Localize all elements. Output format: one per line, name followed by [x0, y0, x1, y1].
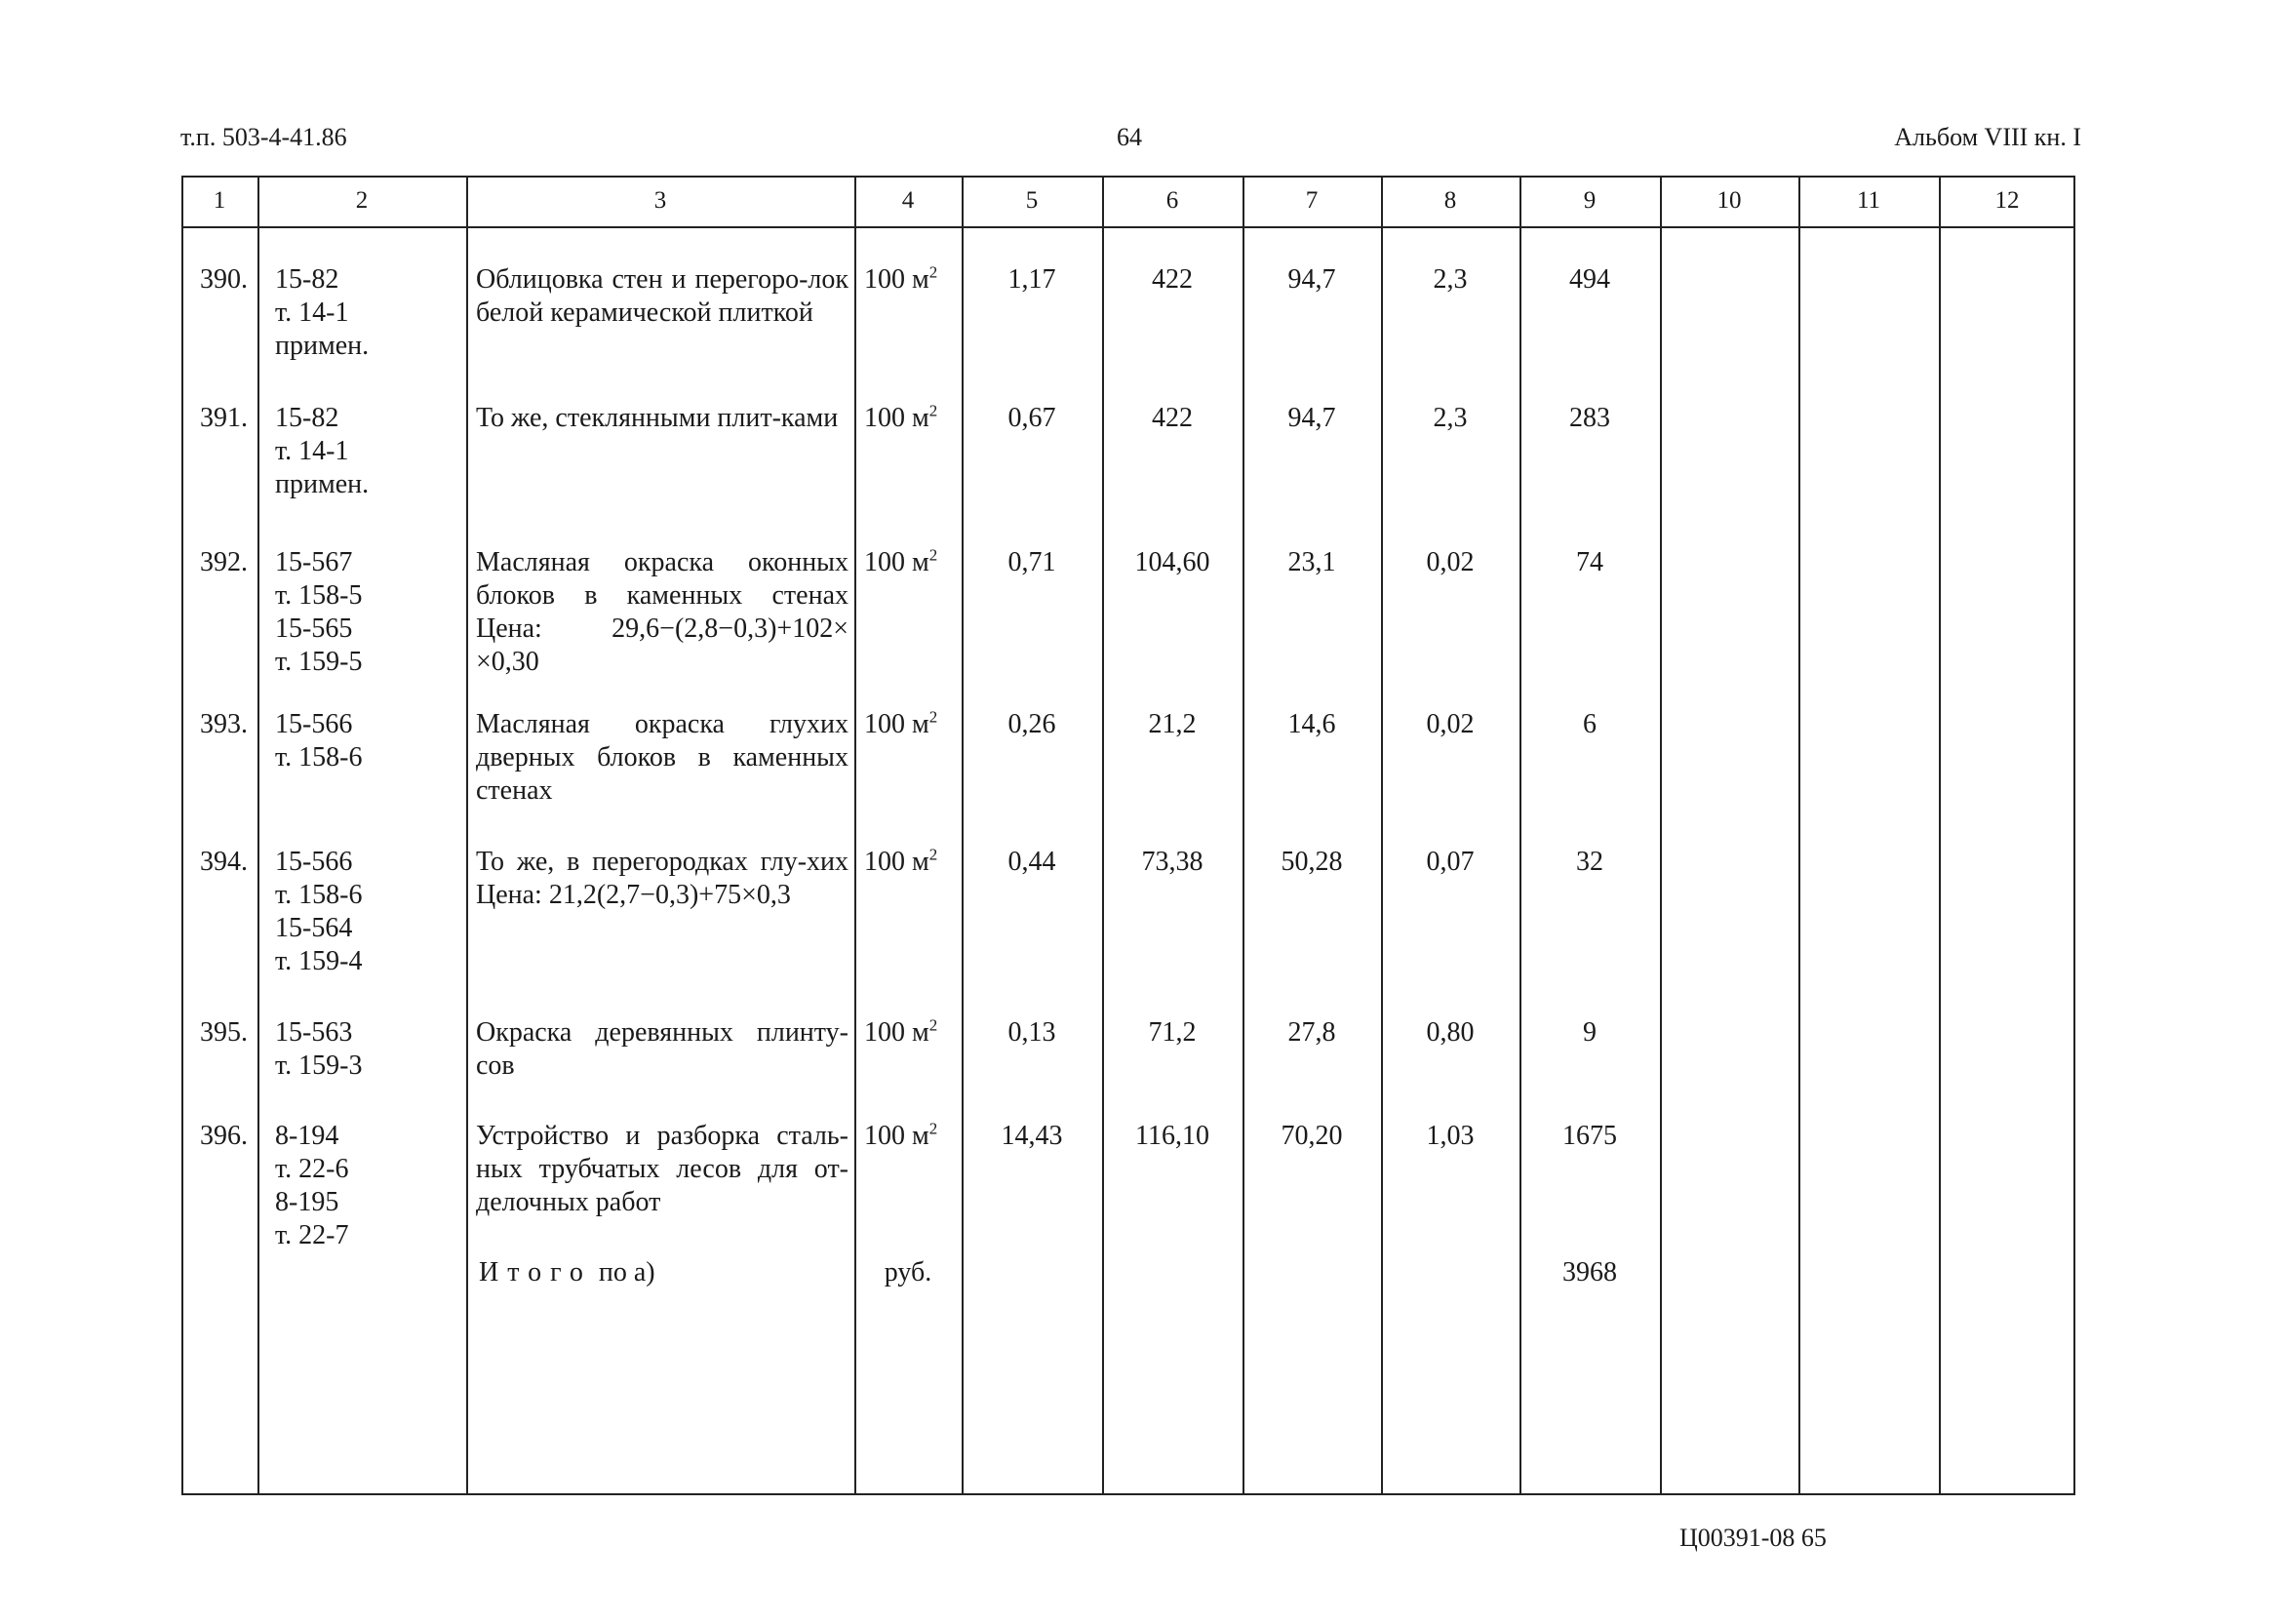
column-divider [1939, 176, 1941, 1495]
doc-code: т.п. 503-4-41.86 [180, 123, 347, 151]
page-number: 64 [1117, 123, 1142, 151]
total-cost: 9 [1583, 1017, 1597, 1048]
quantity: 0,26 [1007, 709, 1056, 739]
column-divider [854, 176, 856, 1495]
column-divider [257, 176, 259, 1495]
unit-cost: 422 [1152, 264, 1193, 295]
row-number: 395. [200, 1017, 248, 1048]
work-description: Устройство и разборка сталь-ных трубчатых лесов для от-делочных работ [476, 1121, 848, 1217]
unit [864, 1016, 962, 1050]
quantity: 0,44 [1007, 847, 1056, 877]
unit [864, 402, 962, 435]
unit-text: 100 м [864, 1017, 929, 1048]
column-header-12: 12 [1994, 187, 2020, 214]
unit-cost: 422 [1152, 403, 1193, 433]
norm-code: 15-567 т. 158-5 15-565 т. 159-5 [275, 547, 363, 677]
norm-code: 15-563 т. 159-3 [275, 1017, 363, 1081]
machine-cost: 0,80 [1426, 1017, 1475, 1048]
work-description: Масляная окраска оконных блоков в каменных стенах Цена: 29,6−(2,8−0,3)+102× ×0,30 [476, 547, 848, 677]
column-divider [1519, 176, 1521, 1495]
unit [864, 546, 962, 579]
column-divider [1381, 176, 1383, 1495]
column-divider [1660, 176, 1662, 1495]
row-number: 392. [200, 547, 248, 577]
unit-cost: 116,10 [1135, 1121, 1209, 1151]
machine-cost: 0,02 [1426, 547, 1475, 577]
total-cost: 74 [1576, 547, 1603, 577]
column-header-9: 9 [1583, 187, 1597, 214]
total-cost: 6 [1583, 709, 1597, 739]
total-cost: 494 [1569, 264, 1610, 295]
total-unit: руб. [884, 1257, 932, 1287]
work-description: Облицовка стен и перегоро-лок белой керамической плиткой [476, 264, 848, 328]
unit [864, 846, 962, 879]
quantity: 14,43 [1001, 1121, 1063, 1151]
unit-text: 100 м [864, 709, 929, 739]
machine-cost: 0,02 [1426, 709, 1475, 739]
row-number: 396. [200, 1121, 248, 1151]
total-cost: 283 [1569, 403, 1610, 433]
unit-cost: 73,38 [1141, 847, 1203, 877]
column-header-1: 1 [213, 187, 226, 214]
wage-cost: 94,7 [1287, 403, 1336, 433]
column-divider [466, 176, 468, 1495]
column-divider [1243, 176, 1244, 1495]
unit-exponent: 2 [928, 707, 938, 727]
quantity: 0,67 [1007, 403, 1056, 433]
norm-code: 8-194 т. 22-6 8-195 т. 22-7 [275, 1121, 349, 1250]
quantity: 1,17 [1007, 264, 1056, 295]
total-label [479, 1256, 849, 1289]
wage-cost: 50,28 [1281, 847, 1343, 877]
unit-cost: 104,60 [1134, 547, 1210, 577]
column-header-11: 11 [1856, 187, 1881, 214]
work-description: То же, стеклянными плит-ками [476, 403, 839, 433]
work-description: Масляная окраска глухих дверных блоков в каменных стенах [476, 709, 848, 806]
norm-code: 15-566 т. 158-6 [275, 709, 363, 772]
unit-text: 100 м [864, 847, 929, 877]
machine-cost: 0,07 [1426, 847, 1475, 877]
wage-cost: 27,8 [1287, 1017, 1336, 1048]
unit-exponent: 2 [928, 845, 938, 864]
column-header-3: 3 [653, 187, 667, 214]
unit [864, 708, 962, 741]
unit-exponent: 2 [928, 545, 938, 565]
row-number: 393. [200, 709, 248, 739]
wage-cost: 70,20 [1281, 1121, 1343, 1151]
machine-cost: 2,3 [1433, 403, 1468, 433]
column-header-8: 8 [1443, 187, 1457, 214]
column-header-4: 4 [901, 187, 915, 214]
row-number: 391. [200, 403, 248, 433]
column-header-6: 6 [1165, 187, 1179, 214]
unit-exponent: 2 [928, 1119, 938, 1138]
total-suffix: по а) [598, 1257, 655, 1287]
unit-exponent: 2 [928, 401, 938, 420]
wage-cost: 23,1 [1287, 547, 1336, 577]
machine-cost: 2,3 [1433, 264, 1468, 295]
total-cost: 32 [1576, 847, 1603, 877]
unit-cost: 71,2 [1148, 1017, 1197, 1048]
column-header-7: 7 [1305, 187, 1319, 214]
column-header-5: 5 [1025, 187, 1039, 214]
column-divider [1102, 176, 1104, 1495]
unit [864, 263, 962, 297]
column-header-10: 10 [1716, 187, 1742, 214]
wage-cost: 94,7 [1287, 264, 1336, 295]
column-header-2: 2 [355, 187, 369, 214]
row-number: 390. [200, 264, 248, 295]
column-divider [962, 176, 964, 1495]
album-label: Альбом VIII кн. I [1894, 123, 2081, 151]
unit-text: 100 м [864, 1121, 929, 1151]
column-divider [1798, 176, 1800, 1495]
quantity: 0,13 [1007, 1017, 1056, 1048]
footer-code: Ц00391-08 65 [1679, 1524, 1827, 1552]
work-description: То же, в перегородках глу-хих Цена: 21,2(2,7−0,3)+75×0,3 [476, 847, 848, 910]
quantity: 0,71 [1007, 547, 1056, 577]
total-cost: 1675 [1562, 1121, 1617, 1151]
unit-text: 100 м [864, 547, 929, 577]
unit-exponent: 2 [928, 262, 938, 282]
wage-cost: 14,6 [1287, 709, 1336, 739]
unit-cost: 21,2 [1148, 709, 1197, 739]
estimate-table [181, 176, 2075, 1495]
norm-code: 15-82 т. 14-1 примен. [275, 264, 370, 361]
unit-exponent: 2 [928, 1015, 938, 1035]
norm-code: 15-566 т. 158-6 15-564 т. 159-4 [275, 847, 363, 976]
machine-cost: 1,03 [1426, 1121, 1475, 1151]
work-description: Окраска деревянных плинту-сов [476, 1017, 848, 1081]
unit-text: 100 м [864, 403, 929, 433]
norm-code: 15-82 т. 14-1 примен. [275, 403, 370, 499]
row-number: 394. [200, 847, 248, 877]
unit-text: 100 м [864, 264, 929, 295]
unit [864, 1120, 962, 1153]
total-word: Итого [479, 1257, 592, 1287]
total-sum: 3968 [1562, 1257, 1617, 1287]
